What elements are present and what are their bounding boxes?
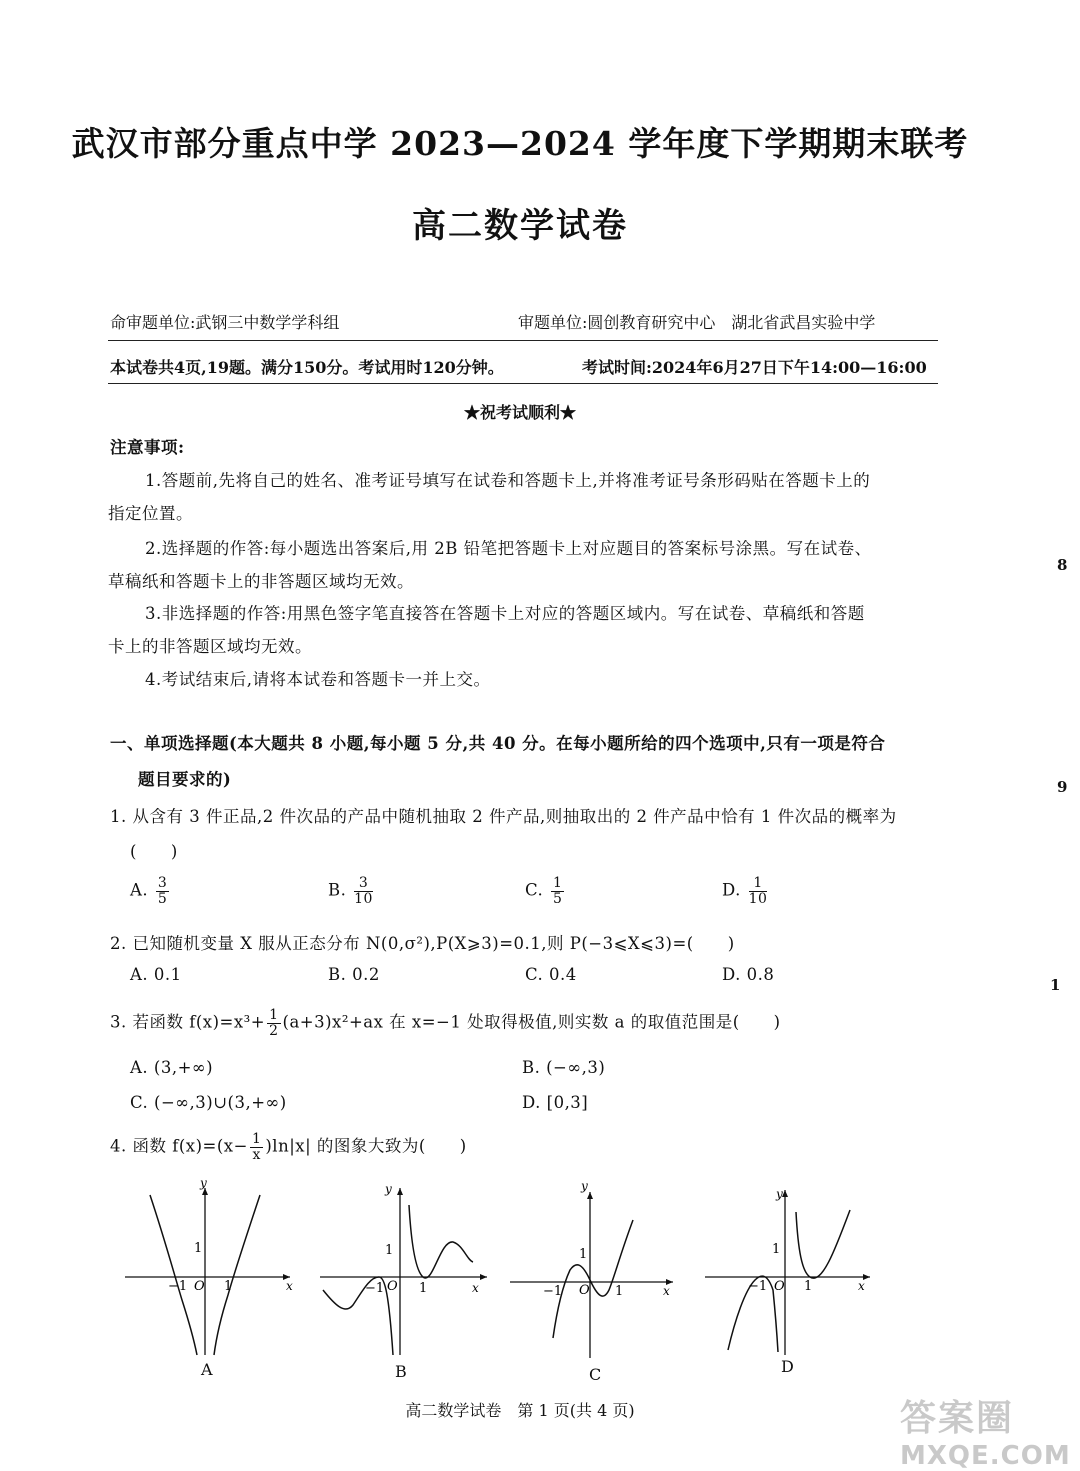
q1-option-c[interactable] — [525, 876, 566, 906]
fraction — [250, 1132, 263, 1162]
x-label: x — [663, 1284, 670, 1298]
tick-label-1: 1 — [194, 1241, 203, 1256]
y-label: y — [385, 1182, 392, 1196]
graph-c[interactable] — [505, 1180, 685, 1365]
question-1-paren: ( ) — [130, 842, 178, 861]
denominator: 2 — [269, 1022, 279, 1039]
option-label: D. — [722, 880, 741, 900]
y-arrow — [782, 1190, 788, 1197]
y-label: y — [776, 1187, 783, 1201]
numerator: 3 — [354, 876, 373, 892]
q2-option-b[interactable]: B. 0.2 — [328, 965, 380, 984]
section-heading: 一、单项选择题(本大题共 8 小题,每小题 5 分,共 40 分。在每小题所给的四个选项中,只有一项是符合 — [110, 734, 886, 753]
reviewer-unit: 审题单位:圆创教育研究中心 湖北省武昌实验中学 — [518, 313, 876, 332]
tick-label-x1: 1 — [615, 1284, 624, 1299]
fraction — [267, 1008, 280, 1038]
tick-label-neg1: −1 — [365, 1281, 385, 1296]
origin-label: O — [579, 1283, 590, 1298]
graph-d[interactable] — [700, 1180, 880, 1360]
x-label: x — [286, 1279, 293, 1293]
page-footer: 高二数学试卷 第 1 页(共 4 页) — [405, 1401, 635, 1420]
tick-label-neg1: −1 — [543, 1284, 563, 1299]
stem-after: (a+3)x²+ax 在 x=−1 处取得极值,则实数 a 的取值范围是( ) — [282, 1012, 781, 1032]
notice-item-1-cont: 指定位置。 — [108, 504, 193, 523]
notice-item-3-cont: 卡上的非答题区域均无效。 — [108, 637, 312, 656]
q2-option-c[interactable]: C. 0.4 — [525, 965, 577, 984]
q1-option-a[interactable] — [130, 876, 171, 906]
fraction — [354, 876, 373, 906]
x-label: x — [858, 1279, 865, 1293]
numerator: 1 — [269, 1007, 279, 1023]
notice-item-3: 3.非选择题的作答:用黑色签字笔直接答在答题卡上对应的答题区域内。写在试卷、草稿纸和答题 — [145, 604, 865, 623]
stem-before: 4. 函数 f(x)= — [110, 1136, 217, 1156]
question-2-stem: 2. 已知随机变量 X 服从正态分布 N(0,σ²),P(X⩾3)=0.1,则 P(−3⩽X⩽3)=( ) — [110, 934, 735, 953]
tick-label-x1: 1 — [804, 1279, 813, 1294]
tick-label-1: 1 — [772, 1242, 781, 1257]
q1-option-d[interactable] — [722, 876, 769, 906]
origin-label: O — [774, 1279, 785, 1294]
tick-label-x1: 1 — [419, 1281, 428, 1296]
q2-option-a[interactable]: A. 0.1 — [130, 965, 182, 984]
notice-item-2: 2.选择题的作答:每小题选出答案后,用 2B 铅笔把答题卡上对应题目的答案标号涂黑。写在试卷、 — [145, 539, 872, 558]
info-rule — [108, 383, 938, 384]
q1-option-b[interactable] — [328, 876, 375, 906]
margin-number-9: 9 — [1057, 778, 1068, 796]
graph-a[interactable] — [120, 1180, 300, 1360]
x-arrow — [480, 1274, 487, 1280]
watermark-logo-text: 答案圈 — [900, 1398, 1015, 1439]
question-1-stem: 1. 从含有 3 件正品,2 件次品的产品中随机抽取 2 件产品,则抽取出的 2 件产品中恰有 1 件次品的概率为 — [110, 807, 897, 826]
denominator: 10 — [748, 890, 768, 907]
watermark-url: MXQE.COM — [900, 1441, 1071, 1471]
q3-option-a[interactable]: A. (3,+∞) — [130, 1058, 214, 1077]
good-luck: ★祝考试顺利★ — [463, 403, 576, 422]
q3-option-b[interactable]: B. (−∞,3) — [522, 1058, 606, 1077]
stem-before: 3. 若函数 f(x)=x³+ — [110, 1012, 266, 1032]
graph-d-label: D — [781, 1357, 794, 1376]
curve-right — [409, 1205, 473, 1278]
tick-label-x1: 1 — [224, 1279, 233, 1294]
exam-subtitle: 高二数学试卷 — [412, 206, 628, 246]
curve-left — [150, 1195, 197, 1355]
q3-option-c[interactable]: C. (−∞,3)∪(3,+∞) — [130, 1093, 287, 1112]
setter-unit: 命审题单位:武钢三中数学学科组 — [110, 313, 340, 332]
header-rule — [108, 340, 938, 341]
curve — [553, 1220, 633, 1338]
numerator: 3 — [157, 875, 168, 891]
graph-b-label: B — [395, 1362, 407, 1381]
option-label: B. — [328, 880, 347, 900]
denominator: 10 — [354, 890, 373, 907]
numerator: 1 — [749, 876, 768, 892]
curve-right — [796, 1210, 850, 1278]
denominator: 5 — [157, 890, 168, 907]
tick-label-neg1: −1 — [168, 1279, 188, 1294]
margin-number-1: 1 — [1050, 976, 1061, 994]
exam-time: 考试时间:2024年6月27日下午14:00—16:00 — [582, 358, 927, 377]
option-label: C. — [525, 880, 544, 900]
margin-number-8: 8 — [1057, 556, 1068, 574]
y-arrow — [397, 1188, 403, 1195]
y-label: y — [581, 1180, 588, 1193]
fraction — [156, 876, 169, 906]
paren-open: (x− — [216, 1136, 248, 1156]
stem-after: 的图象大致为( ) — [311, 1136, 467, 1156]
y-arrow — [587, 1192, 593, 1199]
fraction — [749, 876, 768, 906]
notice-item-2-cont: 草稿纸和答题卡上的非答题区域均无效。 — [108, 572, 414, 591]
question-4-stem — [110, 1132, 467, 1162]
exam-title: 武汉市部分重点中学 2023—2024 学年度下学期期末联考 — [71, 124, 969, 163]
denominator: 5 — [553, 890, 563, 907]
y-label: y — [200, 1180, 207, 1190]
notice-item-1: 1.答题前,先将自己的姓名、准考证号填写在试卷和答题卡上,并将准考证号条形码贴在答题卡上的 — [145, 471, 871, 490]
numerator: 1 — [553, 875, 563, 891]
graph-a-label: A — [201, 1360, 213, 1379]
paren-close: )ln|x| — [265, 1136, 312, 1156]
notice-item-4: 4.考试结束后,请将本试卷和答题卡一并上交。 — [145, 670, 491, 689]
section-heading-cont: 题目要求的) — [138, 770, 232, 789]
origin-label: O — [194, 1279, 205, 1294]
q2-option-d[interactable]: D. 0.8 — [722, 965, 775, 984]
question-3-stem — [110, 1008, 781, 1038]
fraction — [551, 876, 564, 906]
q3-option-d[interactable]: D. [0,3] — [522, 1093, 589, 1112]
numerator: 1 — [251, 1131, 262, 1147]
graph-b[interactable] — [315, 1180, 495, 1360]
curve-right — [214, 1195, 260, 1355]
graph-c-label: C — [589, 1365, 602, 1384]
origin-label: O — [387, 1279, 398, 1294]
tick-label-1: 1 — [385, 1243, 394, 1258]
tick-label-1: 1 — [579, 1247, 588, 1262]
tick-label-neg1: −1 — [748, 1279, 768, 1294]
x-label: x — [472, 1281, 479, 1295]
option-label: A. — [130, 880, 149, 900]
denominator: x — [252, 1146, 261, 1163]
exam-info: 本试卷共4页,19题。满分150分。考试用时120分钟。 — [110, 358, 504, 377]
notice-heading: 注意事项: — [110, 438, 185, 457]
